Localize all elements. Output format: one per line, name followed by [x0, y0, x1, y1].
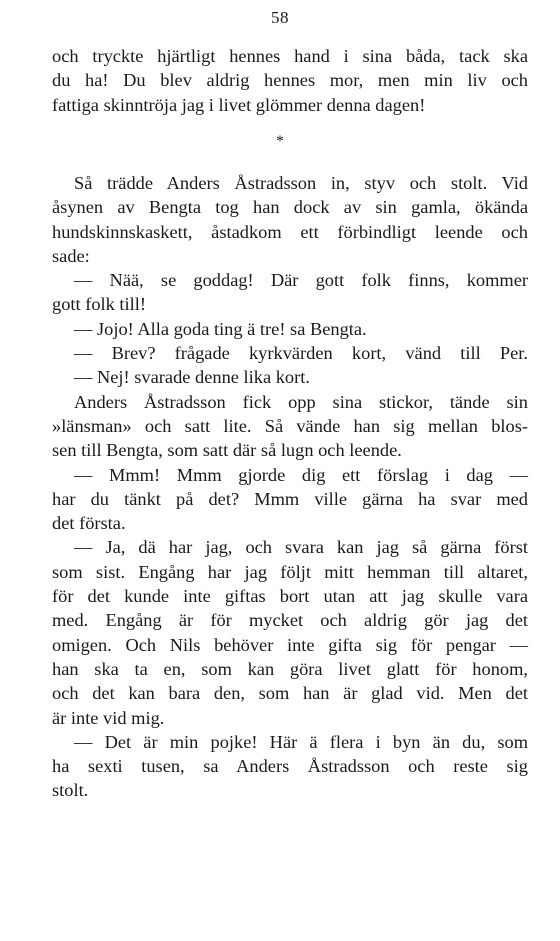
- text-line: du ha! Du blev aldrig hennes mor, men min liv och: [52, 70, 528, 91]
- text-line: för det kunde inte giftas bort utan att jag skulle vara: [52, 586, 528, 607]
- text-line: med. Engång är för mycket och aldrig gör jag det: [52, 610, 528, 631]
- text-line: sade:: [52, 245, 90, 266]
- text-line: — Det är min pojke! Här ä flera i byn än du, som: [74, 731, 528, 752]
- text-line: stolt.: [52, 780, 89, 801]
- text-line: han ska ta en, som kan göra livet glatt för honom,: [52, 658, 528, 679]
- text-line: det första.: [52, 513, 126, 534]
- text-line: »länsman» och satt lite. Så vände han sig mellan blos-: [52, 415, 528, 436]
- text-line: ha sexti tusen, sa Anders Åstradsson och reste sig: [52, 756, 528, 777]
- text-line: — Brev? frågade kyrkvärden kort, vänd till Per.: [74, 343, 528, 364]
- text-line: hundskinnskaskett, åstadkom ett förbindligt leende och: [52, 221, 528, 242]
- paragraph-block-2: [52, 171, 528, 803]
- text-line: Så trädde Anders Åstradsson in, styv och stolt. Vid: [74, 173, 528, 193]
- text-line: sen till Bengta, som satt där så lugn och leende.: [52, 440, 402, 461]
- text-line: — Nää, se goddag! Där gott folk finns, kommer: [74, 270, 528, 291]
- text-line: — Ja, dä har jag, och svara kan jag så gärna först: [74, 537, 528, 558]
- text-line: — Nej! svarade denne lika kort.: [74, 367, 310, 388]
- paragraph-block-1: [52, 44, 528, 117]
- section-separator: *: [276, 133, 284, 150]
- text-line: har du tänkt på det? Mmm ville gärna ha svar med: [52, 488, 528, 509]
- text-line: omigen. Och Nils behöver inte gifta sig för pengar —: [52, 634, 528, 655]
- text-line: — Mmm! Mmm gjorde dig ett förslag i dag —: [74, 464, 528, 485]
- text-line: åsynen av Bengta tog han dock av sin gamla, ökända: [52, 197, 528, 218]
- text-line: och tryckte hjärtligt hennes hand i sina båda, tack ska: [52, 46, 528, 66]
- text-line: och det kan bara den, som han är glad vid. Men det: [52, 683, 528, 704]
- page-number: 58: [271, 8, 289, 27]
- text-line: — Jojo! Alla goda ting ä tre! sa Bengta.: [74, 318, 367, 339]
- text-line: är inte vid mig.: [52, 707, 165, 728]
- text-line: Anders Åstradsson fick opp sina stickor, tände sin: [74, 391, 528, 412]
- text-line: som sist. Engång har jag följt mitt hemman till altaret,: [52, 561, 528, 582]
- text-line: gott folk till!: [52, 294, 146, 315]
- text-line: fattiga skinntröja jag i livet glömmer denna dagen!: [52, 94, 426, 115]
